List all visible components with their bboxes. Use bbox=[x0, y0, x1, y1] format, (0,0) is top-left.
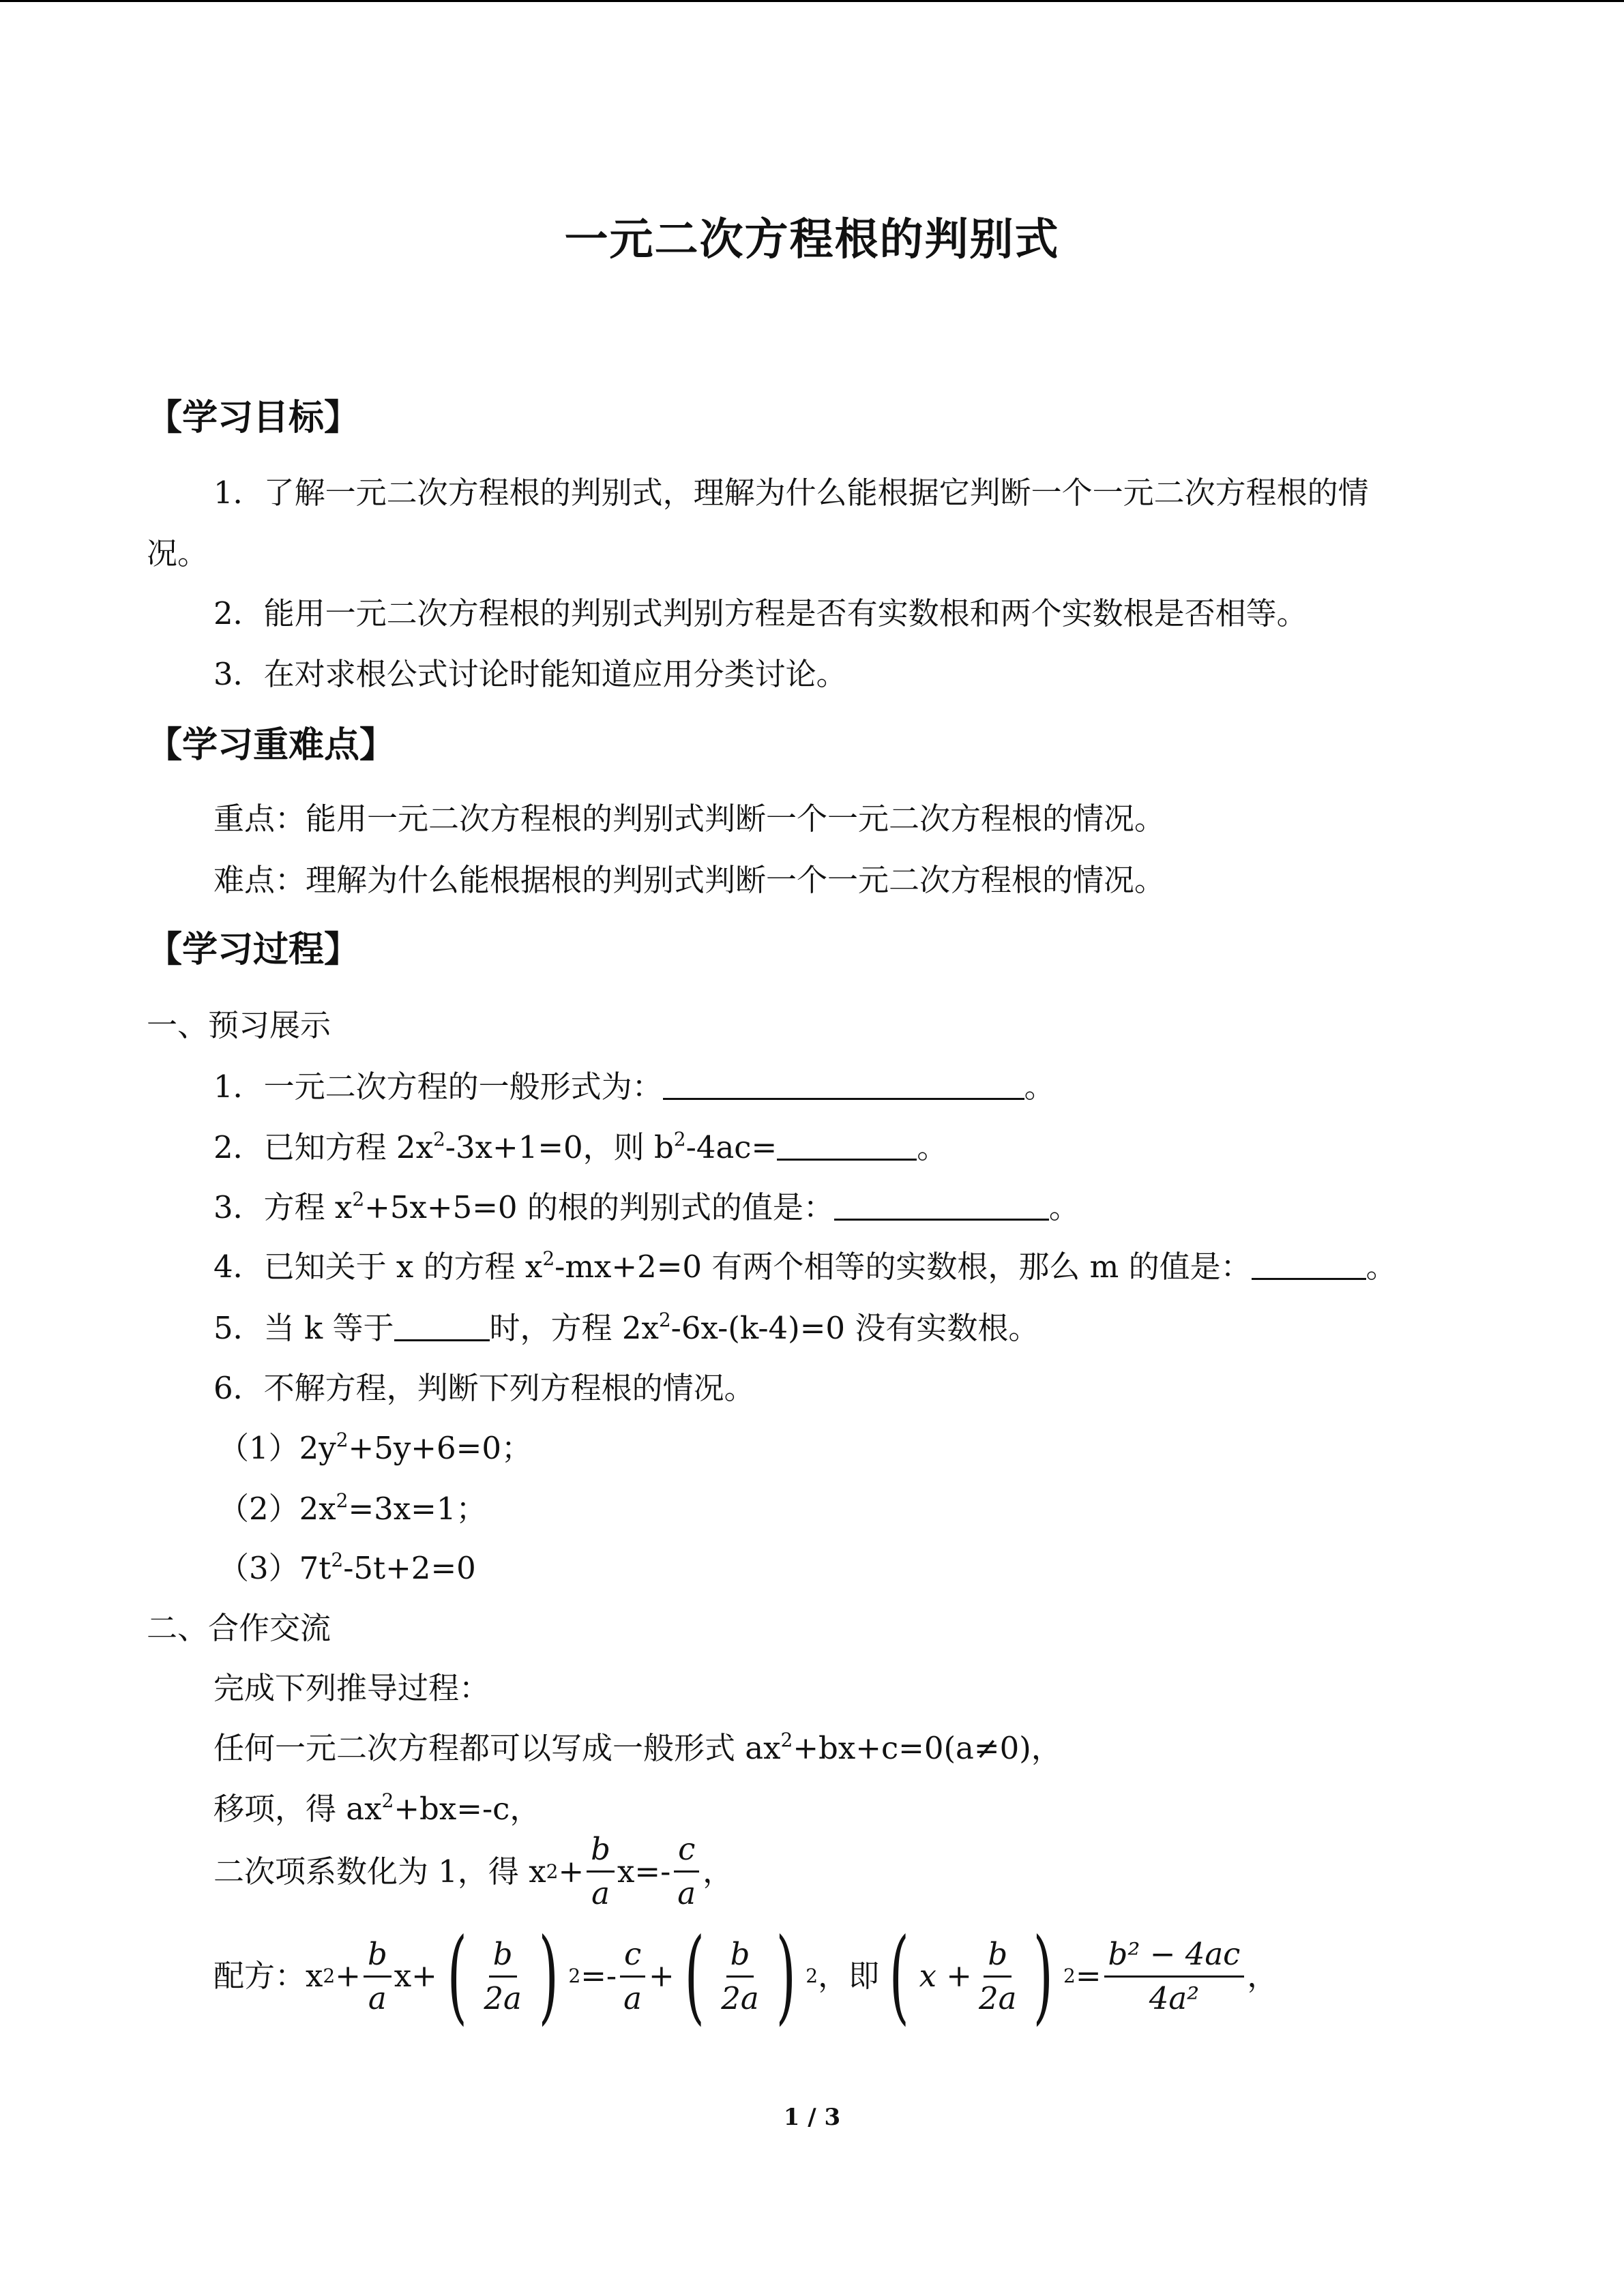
fraction-discriminant: $\frac{\text{b² − 4ac}}{\text{4a²}}$ bbox=[1104, 1936, 1245, 2017]
answer-blank-2[interactable] bbox=[777, 1131, 917, 1161]
goal-2: 2．能用一元二次方程根的判别式判别方程是否有实数根和两个实数根是否相等。 bbox=[213, 595, 1308, 631]
section-heading-goals: 【学习目标】 bbox=[147, 398, 360, 438]
sub-question-2: $(2)2x^2=3x=1$； bbox=[218, 1489, 487, 1527]
goal-3: 3．在对求根公式讨论时能知道应用分类讨论。 bbox=[213, 656, 847, 692]
preview-question-3: 3．方程 $x^2+5x+5=0$ 的根的判别式的值是： 。 bbox=[213, 1188, 1080, 1225]
answer-blank-1[interactable] bbox=[663, 1071, 1024, 1100]
goal-1-line-2: 况。 bbox=[147, 535, 209, 571]
answer-blank-5[interactable] bbox=[394, 1312, 490, 1341]
fraction-c-over-a: $\frac{c}{a}$ bbox=[673, 1831, 700, 1912]
squared-group-2: ( $\frac{b}{2a}$ ) bbox=[684, 1917, 796, 2036]
sub-question-3: $(3)7t^2-5t+2=0$ bbox=[218, 1549, 476, 1586]
preview-question-4: 4．已知关于 x 的方程 $x^2-mx+2=0$ 有两个相等的实数根，那么 m 的值是： 。 bbox=[213, 1247, 1397, 1285]
goal-1-line-1: 1．了解一元二次方程根的判别式，理解为什么能根据它判断一个一元二次方程根的情 bbox=[213, 475, 1369, 511]
page-number: 1 / 3 bbox=[783, 2104, 841, 2131]
key-point: 重点：能用一元二次方程根的判别式判断一个一元二次方程根的情况。 bbox=[213, 801, 1166, 837]
answer-blank-3[interactable] bbox=[834, 1191, 1049, 1221]
section-heading-keypoints: 【学习重难点】 bbox=[147, 725, 396, 766]
squared-group-1: ( $\frac{b}{2a}$ ) bbox=[447, 1917, 559, 2036]
derivation-step-transpose: 移项，得 $ax^2+bx=-c$， bbox=[213, 1789, 541, 1827]
derivation-intro: 完成下列推导过程： bbox=[213, 1670, 490, 1706]
preview-question-2: 2．已知方程 $2x^2-3x+1=0$，则 $b^2-4ac=$ 。 bbox=[213, 1128, 948, 1165]
derivation-step-general-form: 任何一元二次方程都可以写成一般形式 $ax^2+bx+c=0(a\ne 0)$， bbox=[213, 1729, 1062, 1766]
preview-question-6: 6．不解方程，判断下列方程根的情况。 bbox=[213, 1370, 755, 1406]
top-border-line bbox=[0, 0, 1624, 2]
section-heading-process: 【学习过程】 bbox=[147, 929, 360, 970]
sub-question-1: $(1)2y^2+5y+6=0$； bbox=[218, 1429, 532, 1466]
derivation-step-normalize: 二次项系数化为 1，得 x 2 + $\frac{b}{a}$ x=- $\frac{c}{a}$ ， bbox=[213, 1831, 734, 1911]
fraction-b-over-a: $\frac{b}{a}$ bbox=[587, 1831, 615, 1912]
preview-question-1: 1．一元二次方程的一般形式为： 。 bbox=[213, 1069, 1055, 1105]
cooperate-heading: 二、合作交流 bbox=[147, 1610, 331, 1646]
page-title: 一元二次方程根的判别式 bbox=[564, 215, 1060, 265]
difficult-point: 难点：理解为什么能根据根的判别式判断一个一元二次方程根的情况。 bbox=[213, 862, 1166, 898]
squared-group-3: ( x + $\frac{b}{2a}$ ) bbox=[889, 1917, 1054, 2036]
derivation-step-complete-square: 配方：x 2 + $\frac{b}{a}$ x + ( $\frac{b}{2a}$ ) 2 =- $\frac{c}{a}$ + ( $\frac{b}{2a}$ ) 2 ，即 ( x + $\frac{b}{2a}$ ) 2 = $\frac{\text{b² − 4ac}}{\text{4a²}}$ ， bbox=[213, 1917, 1278, 2036]
preview-question-5: 5．当 k 等于 时，方程 $2x^2-6x-(k-4)=0$ 没有实数根。 bbox=[213, 1309, 1039, 1346]
answer-blank-4[interactable] bbox=[1252, 1251, 1366, 1280]
preview-heading: 一、预习展示 bbox=[147, 1007, 331, 1043]
